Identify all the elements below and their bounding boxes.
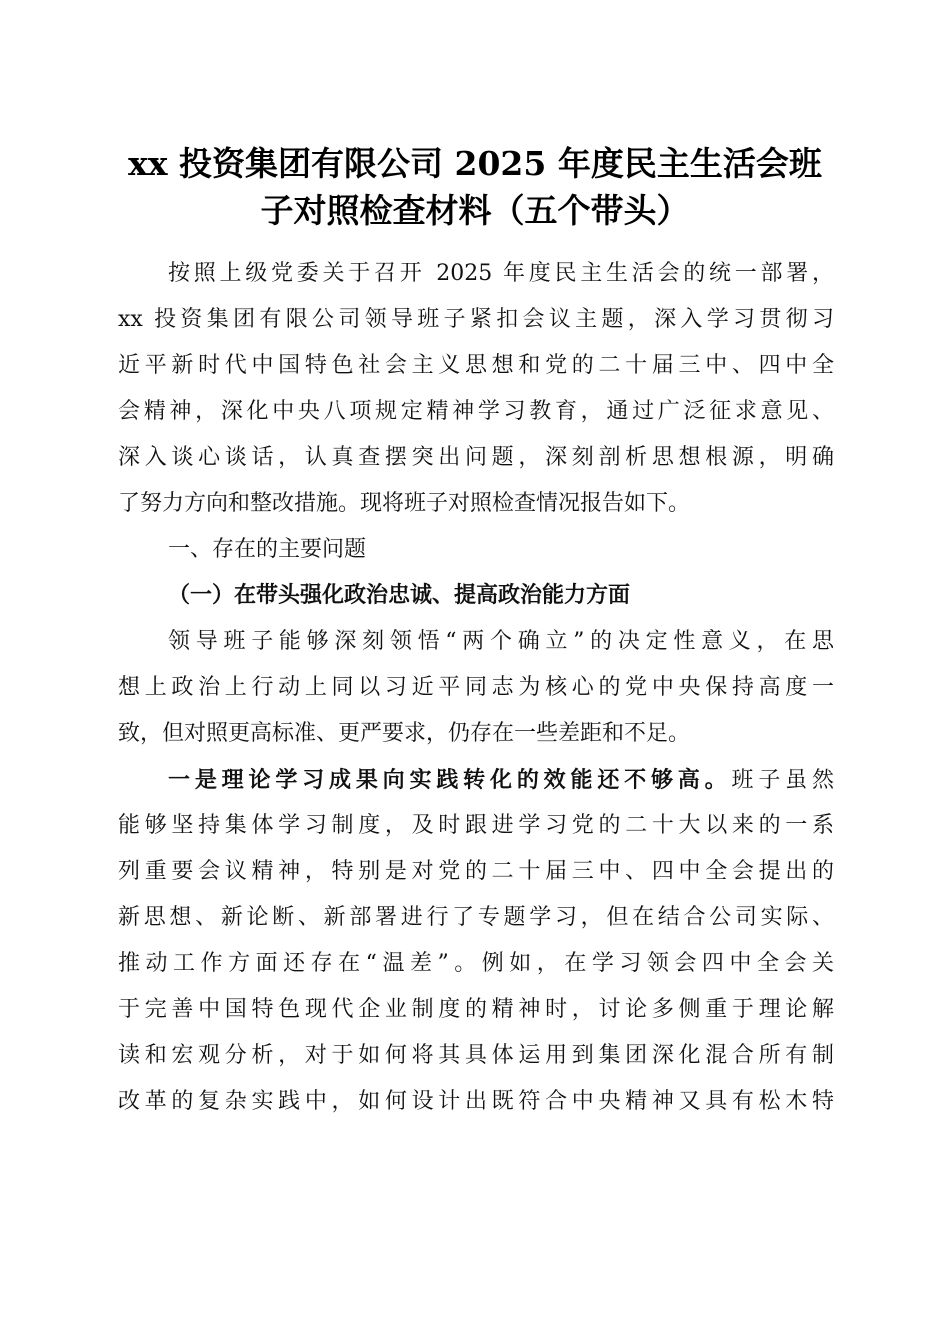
section-heading: 一、存在的主要问题	[168, 537, 367, 562]
text-line: 想上政治上行动上同以习近平同志为核心的党中央保持高度一	[118, 675, 834, 700]
paragraph-3	[118, 757, 834, 1125]
text-line: 读和宏观分析，对于如何将其具体运用到集团深化混合所有制	[118, 1043, 834, 1068]
subsection-heading: （一）在带头强化政治忠诚、提高政治能力方面	[168, 583, 631, 608]
text-run: 班子虽然	[731, 768, 834, 793]
text-line: 于完善中国特色现代企业制度的精神时，讨论多侧重于理论解	[118, 997, 834, 1022]
text-line	[118, 757, 834, 803]
text-line: 深入谈心谈话，认真查摆突出问题，深刻剖析思想根源，明确	[118, 445, 834, 470]
text-line: 致，但对照更高标准、更严要求，仍存在一些差距和不足。	[118, 721, 691, 746]
document-title	[100, 140, 850, 234]
text-line: 新思想、新论断、新部署进行了专题学习，但在结合公司实际、	[118, 905, 834, 930]
intro-paragraph	[118, 251, 834, 527]
text-line: 推动工作方面还存在“温差”。例如，在学习领会四中全会关	[118, 951, 834, 976]
title-line-1: xx 投资集团有限公司 2025 年度民主生活会班	[128, 144, 822, 183]
text-line: 能够坚持集体学习制度，及时跟进学习党的二十大以来的一系	[118, 813, 834, 838]
document-body	[118, 251, 834, 1125]
title-line-2: 子对照检查材料（五个带头）	[260, 191, 690, 230]
text-line: 列重要会议精神，特别是对党的二十届三中、四中全会提出的	[118, 859, 834, 884]
text-line: 会精神，深化中央八项规定精神学习教育，通过广泛征求意见、	[118, 399, 834, 424]
text-line: 按照上级党委关于召开 2025 年度民主生活会的统一部署，	[168, 261, 834, 286]
paragraph-2	[118, 619, 834, 757]
text-line: 改革的复杂实践中，如何设计出既符合中央精神又具有松木特	[118, 1089, 834, 1114]
text-line: 近平新时代中国特色社会主义思想和党的二十届三中、四中全	[118, 353, 834, 378]
text-line: 领导班子能够深刻领悟“两个确立”的决定性意义，在思	[168, 629, 834, 654]
text-line: xx 投资集团有限公司领导班子紧扣会议主题，深入学习贯彻习	[118, 307, 834, 332]
text-line: 了努力方向和整改措施。现将班子对照检查情况报告如下。	[118, 491, 691, 516]
paragraph-lead: 一是理论学习成果向实践转化的效能还不够高。	[168, 767, 732, 793]
